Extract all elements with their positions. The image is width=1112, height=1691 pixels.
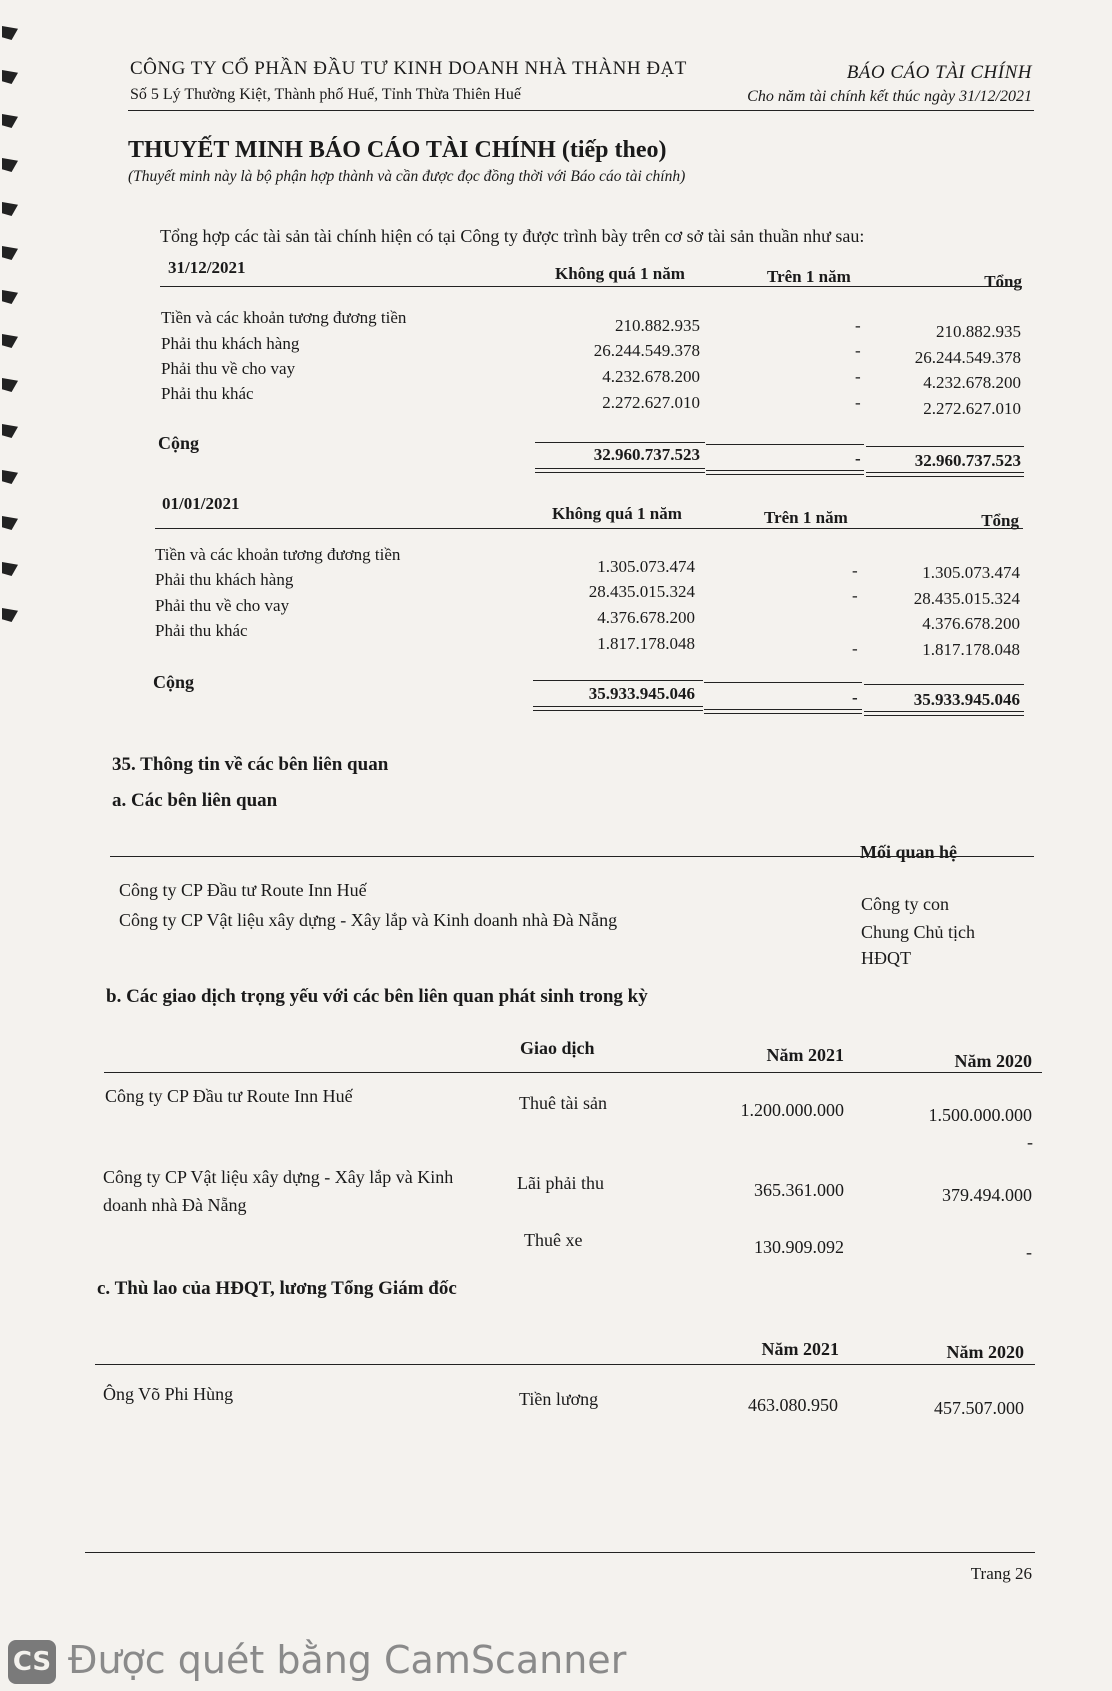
cell-value: 1.305.073.474 — [922, 563, 1020, 582]
party-name: Công ty CP Vật liệu xây dựng - Xây lắp và Kinh — [103, 1167, 454, 1187]
cell-value: 4.376.678.200 — [597, 608, 695, 627]
row-label: Tiền và các khoản tương đương tiền — [161, 308, 407, 327]
person-name: Ông Võ Phi Hùng — [103, 1384, 234, 1404]
value-2020: - — [1026, 1242, 1032, 1262]
header-rule — [128, 110, 1034, 111]
total-value: 32.960.737.523 — [593, 445, 700, 464]
value-2021: 463.080.950 — [748, 1395, 838, 1415]
transaction-type: Thuê tài sản — [519, 1093, 607, 1113]
watermark-text: Được quét bằng CamScanner — [68, 1638, 627, 1682]
total-value: - — [855, 449, 861, 468]
col-header-2020: Năm 2020 — [954, 1051, 1032, 1071]
cell-value: 26.244.549.378 — [914, 348, 1021, 367]
cell-value: - — [855, 341, 861, 360]
total-value: 35.933.945.046 — [588, 684, 695, 703]
cell-value: 4.232.678.200 — [602, 367, 700, 386]
binding-ring — [0, 286, 26, 308]
col-header: Trên 1 năm — [764, 508, 848, 527]
total-double-rule — [535, 468, 705, 473]
table-rule — [110, 856, 1034, 857]
total-label: Cộng — [158, 433, 200, 453]
binding-ring — [0, 466, 26, 488]
table-date: 01/01/2021 — [162, 494, 240, 513]
related-party: Công ty CP Đầu tư Route Inn Huế — [119, 880, 367, 900]
camscanner-logo: CS — [8, 1640, 56, 1684]
subtotal-rule — [704, 682, 862, 683]
subsection-heading-c: c. Thù lao của HĐQT, lương Tổng Giám đốc — [97, 1278, 457, 1299]
row-label: Phải thu khác — [155, 621, 248, 640]
value-2020: 1.500.000.000 — [928, 1105, 1032, 1125]
row-label: Phải thu khách hàng — [155, 570, 294, 589]
binding-ring — [0, 22, 26, 44]
relationship: Công ty con — [861, 894, 949, 914]
table-rule — [160, 286, 1022, 287]
col-header: Không quá 1 năm — [555, 264, 685, 283]
col-header-2021: Năm 2021 — [761, 1339, 839, 1359]
table-date: 31/12/2021 — [168, 258, 246, 277]
cell-value: 26.244.549.378 — [593, 341, 700, 360]
cell-value: 2.272.627.010 — [923, 399, 1021, 418]
subsection-heading-b: b. Các giao dịch trọng yếu với các bên liên quan phát sinh trong kỳ — [106, 986, 648, 1007]
row-label: Phải thu khác — [161, 384, 254, 403]
cell-value: - — [855, 393, 861, 412]
row-label: Tiền và các khoản tương đương tiền — [155, 545, 401, 564]
cell-value: 2.272.627.010 — [602, 393, 700, 412]
subtotal-rule — [866, 446, 1024, 447]
binding-ring — [0, 198, 26, 220]
page-title: THUYẾT MINH BÁO CÁO TÀI CHÍNH (tiếp theo) — [128, 137, 667, 163]
page-number: Trang 26 — [970, 1564, 1032, 1583]
binding-ring — [0, 420, 26, 442]
cell-value: - — [852, 586, 858, 605]
binding-ring — [0, 66, 26, 88]
related-party: Công ty CP Vật liệu xây dựng - Xây lắp và Kinh doanh nhà Đà Nẵng — [119, 910, 618, 930]
section-heading: 35. Thông tin về các bên liên quan — [112, 754, 389, 775]
binding-ring — [0, 110, 26, 132]
cell-value: - — [852, 639, 858, 658]
value-2020: 457.507.000 — [934, 1398, 1024, 1418]
company-address: Số 5 Lý Thường Kiệt, Thành phố Huế, Tỉnh Thừa Thiên Huế — [130, 86, 521, 103]
total-value: 32.960.737.523 — [914, 451, 1021, 470]
total-double-rule — [706, 470, 864, 475]
cell-value: - — [852, 561, 858, 580]
party-name: doanh nhà Đà Nẵng — [103, 1195, 247, 1215]
cell-value: 28.435.015.324 — [588, 582, 695, 601]
table-rule — [155, 528, 1023, 529]
binding-ring — [0, 154, 26, 176]
cell-value: - — [855, 316, 861, 335]
col-header: Trên 1 năm — [767, 267, 851, 286]
col-header: Tổng — [981, 511, 1019, 530]
binding-ring — [0, 604, 26, 626]
relationship: Chung Chủ tịch — [861, 922, 976, 942]
row-label: Phải thu khách hàng — [161, 334, 300, 353]
transaction-type: Lãi phải thu — [517, 1173, 604, 1193]
total-double-rule — [704, 709, 862, 714]
cell-value: 1.817.178.048 — [922, 640, 1020, 659]
row-label: Phải thu về cho vay — [155, 596, 290, 615]
cell-value: 4.232.678.200 — [923, 373, 1021, 392]
total-double-rule — [866, 472, 1024, 477]
company-name: CÔNG TY CỔ PHẦN ĐẦU TƯ KINH DOANH NHÀ THÀNH ĐẠT — [130, 58, 687, 79]
col-header-2021: Năm 2021 — [766, 1045, 844, 1065]
cell-value: 1.305.073.474 — [597, 557, 695, 576]
party-name: Công ty CP Đầu tư Route Inn Huế — [105, 1086, 353, 1106]
binding-ring — [0, 242, 26, 264]
col-header: Không quá 1 năm — [552, 504, 682, 523]
footer-rule — [85, 1552, 1035, 1553]
cell-value: 1.817.178.048 — [597, 634, 695, 653]
subtotal-rule — [533, 680, 703, 681]
table-rule — [104, 1072, 1042, 1073]
report-period: Cho năm tài chính kết thúc ngày 31/12/2021 — [747, 88, 1032, 105]
report-name: BÁO CÁO TÀI CHÍNH — [846, 62, 1032, 83]
payment-type: Tiền lương — [519, 1389, 599, 1409]
binding-ring — [0, 330, 26, 352]
total-double-rule — [533, 706, 703, 711]
stray-dash: - — [1027, 1132, 1033, 1152]
binding-ring — [0, 512, 26, 534]
subtotal-rule — [535, 442, 705, 443]
cell-value: 28.435.015.324 — [913, 589, 1020, 608]
binding-ring — [0, 558, 26, 580]
intro-text: Tổng hợp các tài sản tài chính hiện có tại Công ty được trình bày trên cơ sở tài sản thuần như sau: — [160, 226, 865, 246]
total-value: 35.933.945.046 — [913, 690, 1020, 709]
cell-value: 210.882.935 — [615, 316, 700, 335]
subtotal-rule — [706, 444, 864, 445]
table-rule — [95, 1364, 1035, 1365]
subtotal-rule — [864, 684, 1024, 685]
total-label: Cộng — [153, 672, 195, 692]
cell-value: 210.882.935 — [936, 322, 1021, 341]
value-2020: 379.494.000 — [942, 1185, 1032, 1205]
cell-value: - — [855, 367, 861, 386]
value-2021: 130.909.092 — [754, 1237, 844, 1257]
value-2021: 1.200.000.000 — [740, 1100, 844, 1120]
cell-value: 4.376.678.200 — [922, 614, 1020, 633]
transaction-type: Thuê xe — [524, 1230, 583, 1250]
value-2021: 365.361.000 — [754, 1180, 844, 1200]
row-label: Phải thu về cho vay — [161, 359, 296, 378]
binding-ring — [0, 374, 26, 396]
col-header: Tổng — [984, 272, 1022, 291]
col-header-relationship: Mối quan hệ — [860, 842, 958, 862]
col-header-transaction: Giao dịch — [520, 1038, 595, 1058]
total-value: - — [852, 688, 858, 707]
subsection-heading-a: a. Các bên liên quan — [112, 790, 278, 811]
total-double-rule — [864, 711, 1024, 716]
col-header-2020: Năm 2020 — [946, 1342, 1024, 1362]
page-subtitle: (Thuyết minh này là bộ phận hợp thành và cần được đọc đồng thời với Báo cáo tài chính) — [128, 168, 686, 185]
relationship: HĐQT — [861, 948, 911, 968]
